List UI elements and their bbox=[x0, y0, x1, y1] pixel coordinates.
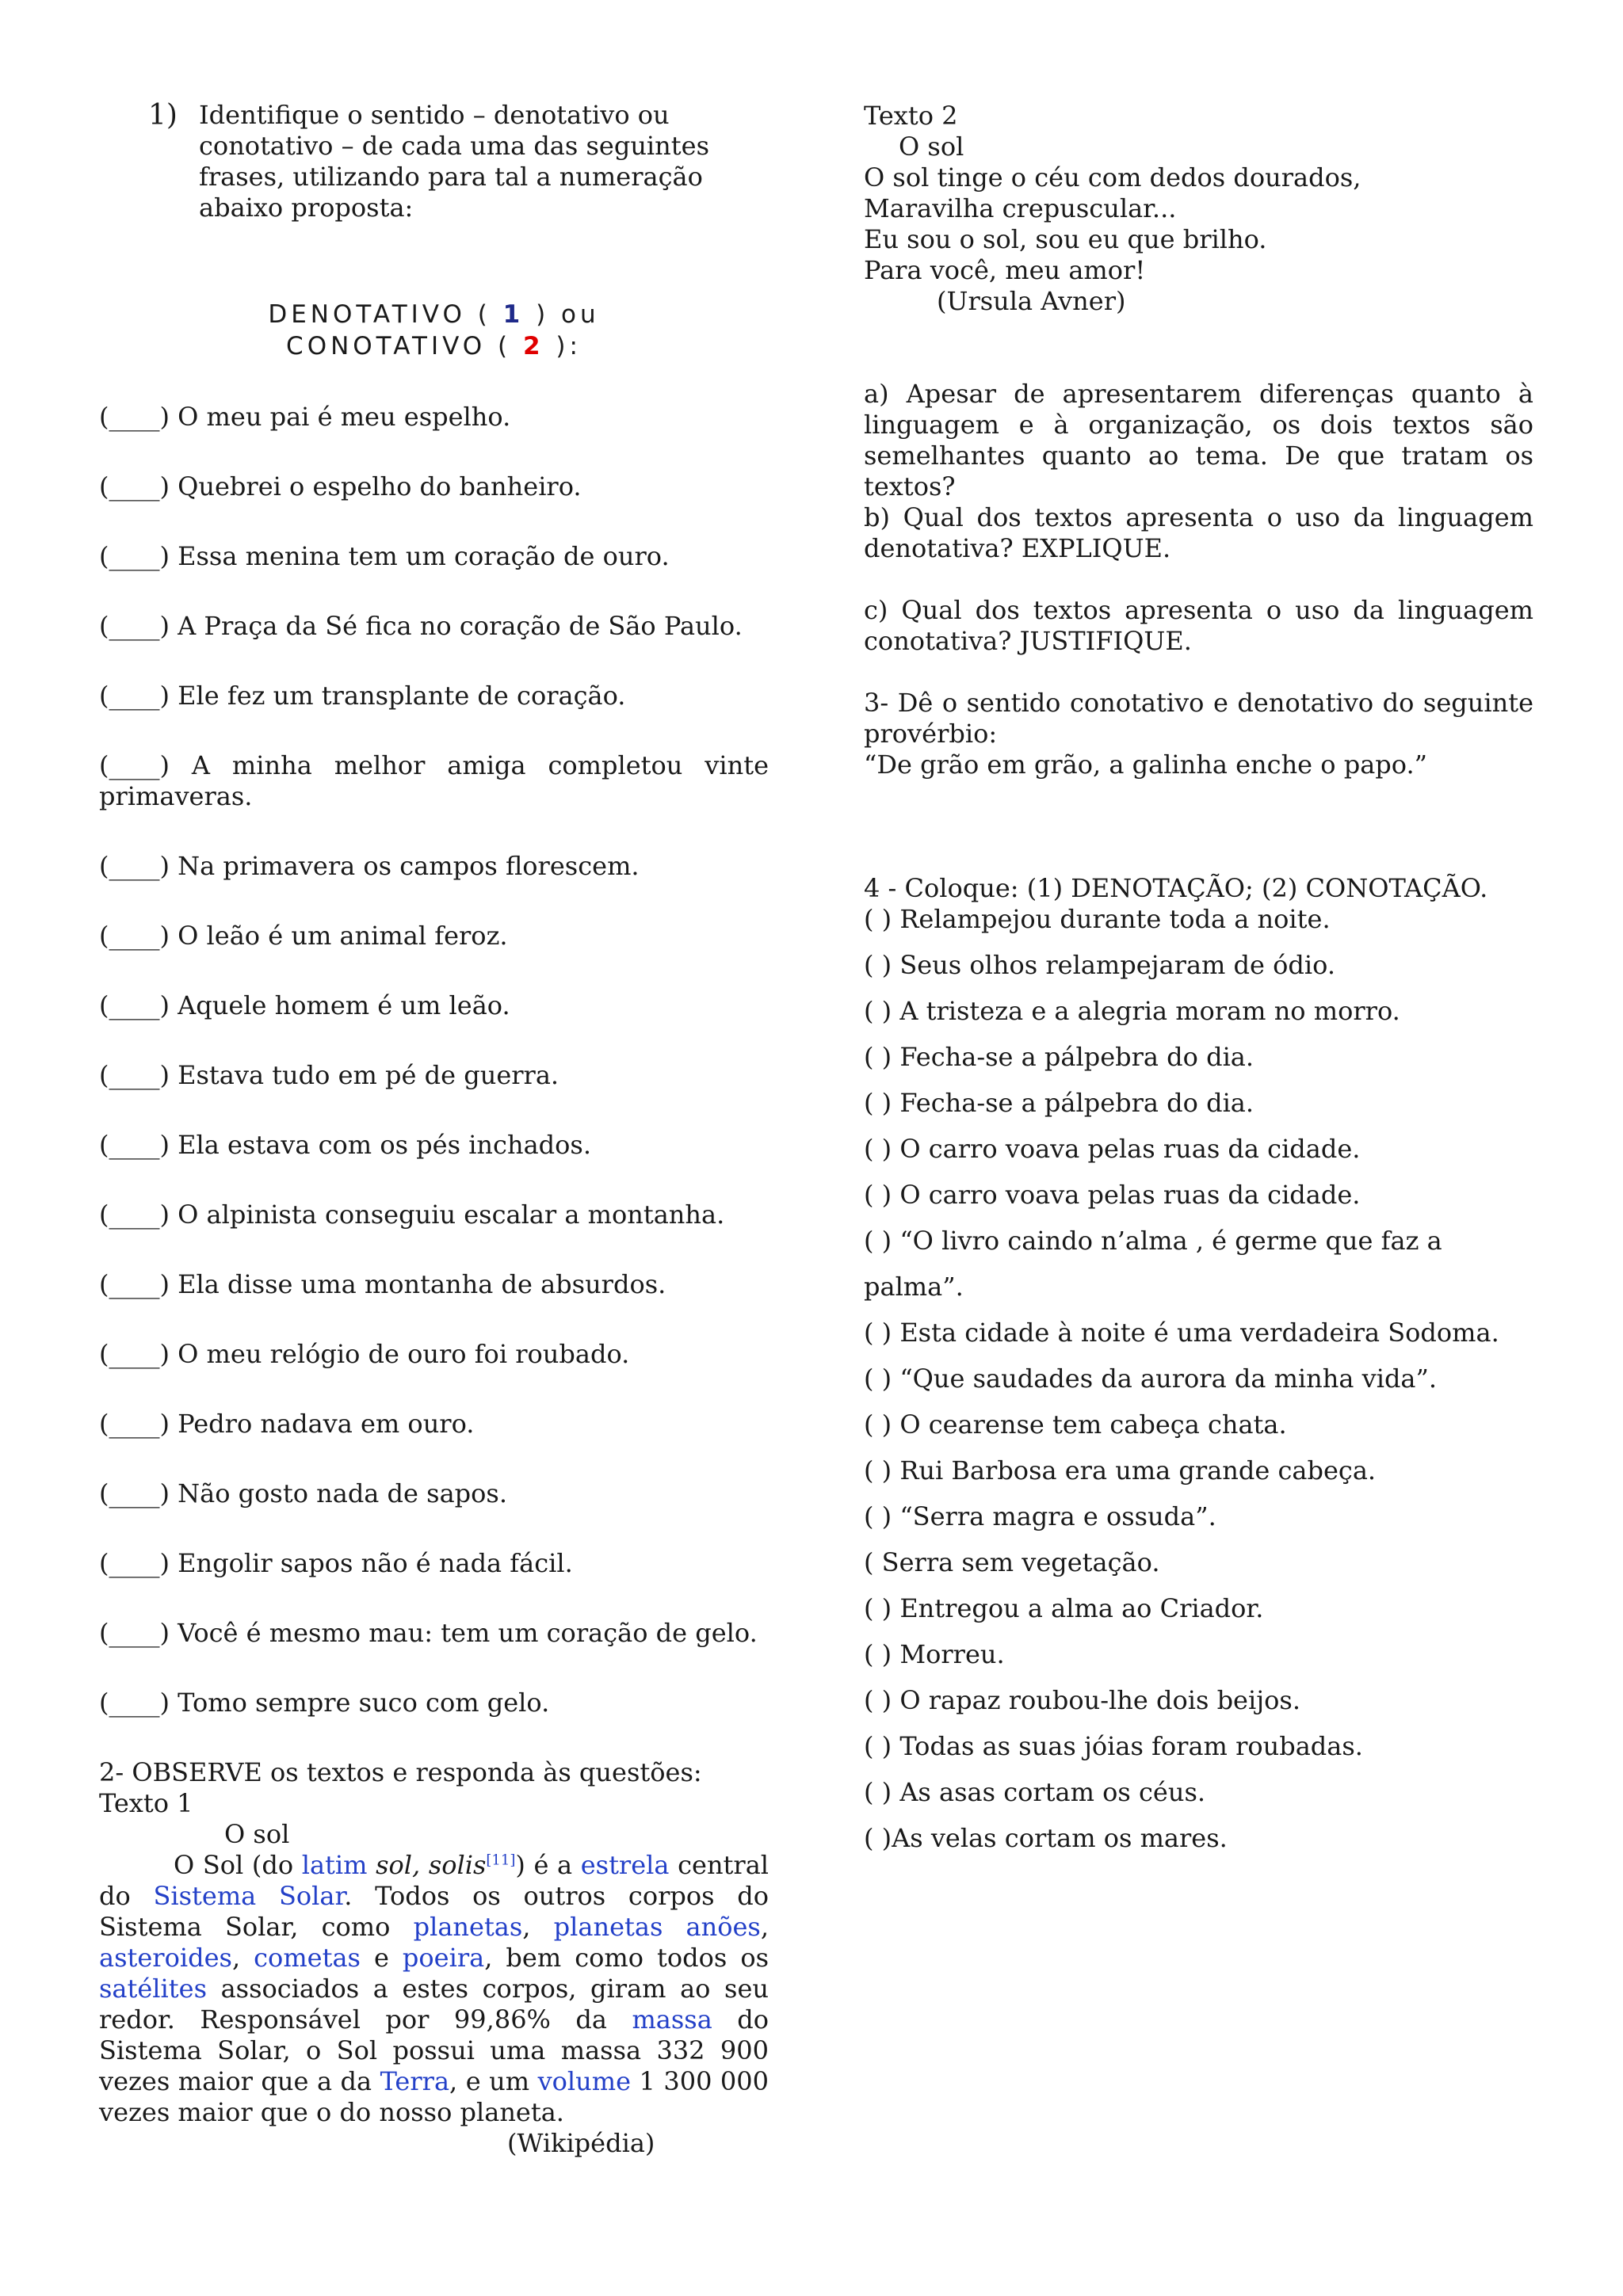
question-1-number: 1) bbox=[148, 99, 178, 132]
question-4-title: 4 - Coloque: (1) DENOTAÇÃO; (2) CONOTAÇÃO. bbox=[864, 873, 1488, 903]
question-3-title: 3- Dê o sentido conotativo e denotativo do seguinte provérbio: bbox=[864, 688, 1533, 749]
q1-item-15: (____) Pedro nadava em ouro. bbox=[99, 1409, 475, 1439]
q4-item-20: ( )As velas cortam os mares. bbox=[864, 1823, 1228, 1853]
link-planetas-anoes[interactable]: planetas anões bbox=[553, 1912, 761, 1942]
q1-item-5: (____) Ele fez um transplante de coração. bbox=[99, 681, 626, 711]
q1-item-6: (____) A minha melhor amiga completou vinte bbox=[99, 750, 769, 780]
q4-item-12: ( ) Rui Barbosa era uma grande cabeça. bbox=[864, 1455, 1377, 1486]
q4-item-10: ( ) “Que saudades da aurora da minha vida”. bbox=[864, 1363, 1438, 1394]
question-2a: a) Apesar de apresentarem diferenças quanto à linguagem e à organização, os dois textos são semelhantes quanto ao tema. De que tratam os textos? bbox=[864, 379, 1533, 502]
q4-item-15: ( ) Entregou a alma ao Criador. bbox=[864, 1593, 1264, 1623]
q1-item-17: (____) Engolir sapos não é nada fácil. bbox=[99, 1548, 573, 1578]
q1-item-1: (____) O meu pai é meu espelho. bbox=[99, 402, 511, 432]
q4-item-2: ( ) Seus olhos relampejaram de ódio. bbox=[864, 950, 1335, 980]
link-sistema-solar[interactable]: Sistema Solar bbox=[153, 1881, 345, 1911]
q1-item-4: (____) A Praça da Sé fica no coração de São Paulo. bbox=[99, 611, 743, 641]
q1-item-12: (____) O alpinista conseguiu escalar a montanha. bbox=[99, 1199, 725, 1230]
q1-item-16: (____) Não gosto nada de sapos. bbox=[99, 1478, 507, 1508]
q4-item-6: ( ) O carro voava pelas ruas da cidade. bbox=[864, 1134, 1361, 1164]
question-1-title bbox=[148, 100, 782, 223]
q4-item-9: ( ) Esta cidade à noite é uma verdadeira Sodoma. bbox=[864, 1318, 1499, 1348]
link-massa[interactable]: massa bbox=[632, 2004, 712, 2035]
question-1-text: Identifique o sentido – denotativo ou conotativo – de cada uma das seguintes frases, utilizando para tal a numeração abaixo proposta: bbox=[199, 100, 709, 223]
q1-item-2: (____) Quebrei o espelho do banheiro. bbox=[99, 471, 582, 502]
q4-item-8-continuation: palma”. bbox=[864, 1272, 964, 1302]
question-2-title: 2- OBSERVE os textos e responda às questões: bbox=[99, 1757, 702, 1787]
q1-item-14: (____) O meu relógio de ouro foi roubado. bbox=[99, 1339, 630, 1369]
link-planetas[interactable]: planetas bbox=[413, 1912, 523, 1942]
link-volume[interactable]: volume bbox=[537, 2066, 632, 2096]
link-latim[interactable]: latim bbox=[301, 1850, 368, 1880]
q4-item-14: ( Serra sem vegetação. bbox=[864, 1547, 1160, 1577]
q4-item-11: ( ) O cearense tem cabeça chata. bbox=[864, 1409, 1287, 1440]
texto-2-label: Texto 2 bbox=[864, 101, 958, 131]
texto-1-label: Texto 1 bbox=[99, 1788, 193, 1818]
q1-item-7: (____) Na primavera os campos florescem. bbox=[99, 851, 640, 881]
texto-2-line-2: Maravilha crepuscular... bbox=[864, 193, 1177, 223]
q1-item-13: (____) Ela disse uma montanha de absurdos. bbox=[99, 1269, 666, 1299]
q1-item-18: (____) Você é mesmo mau: tem um coração de gelo. bbox=[99, 1618, 758, 1648]
texto-2-heading: O sol bbox=[899, 132, 964, 162]
link-terra[interactable]: Terra bbox=[380, 2066, 450, 2096]
q1-item-11: (____) Ela estava com os pés inchados. bbox=[99, 1130, 591, 1160]
q4-item-18: ( ) Todas as suas jóias foram roubadas. bbox=[864, 1731, 1363, 1761]
q4-item-1: ( ) Relampejou durante toda a noite. bbox=[864, 904, 1331, 934]
link-estrela[interactable]: estrela bbox=[580, 1850, 670, 1880]
q1-item-6-continuation: primaveras. bbox=[99, 781, 253, 811]
q4-item-5: ( ) Fecha-se a pálpebra do dia. bbox=[864, 1088, 1254, 1118]
texto-1-body: O Sol (do latim sol, solis[11]) é a estrela central do Sistema Solar. Todos os outros corpos do Sistema Solar, como planetas, planetas anões, asteroides, cometas e poeira, bem como todos os satélites associados a estes corpos, giram ao seu redor. Responsável por 99,86% da massa do Sistema Solar, o Sol possui uma massa 332 900 vezes maior que a da Terra, e um volume 1 300 000 vezes maior que o do nosso planeta. bbox=[99, 1850, 769, 2127]
q4-item-13: ( ) “Serra magra e ossuda”. bbox=[864, 1501, 1216, 1531]
link-cometas[interactable]: cometas bbox=[254, 1943, 361, 1973]
legend-conotativo: CONOTATIVO ( 2 ): bbox=[286, 332, 582, 360]
q4-item-16: ( ) Morreu. bbox=[864, 1639, 1005, 1669]
q1-item-10: (____) Estava tudo em pé de guerra. bbox=[99, 1060, 559, 1090]
texto-2-author: (Ursula Avner) bbox=[937, 286, 1126, 316]
q1-item-19: (____) Tomo sempre suco com gelo. bbox=[99, 1688, 550, 1718]
link-satelites[interactable]: satélites bbox=[99, 1974, 207, 2004]
question-2c: c) Qual dos textos apresenta o uso da linguagem conotativa? JUSTIFIQUE. bbox=[864, 595, 1533, 656]
q4-item-8: ( ) “O livro caindo n’alma , é germe que faz a bbox=[864, 1226, 1442, 1256]
link-footnote-11[interactable]: [11] bbox=[486, 1852, 516, 1869]
q1-item-8: (____) O leão é um animal feroz. bbox=[99, 921, 508, 951]
texto-1-source: (Wikipédia) bbox=[507, 2128, 655, 2158]
texto-2-line-3: Eu sou o sol, sou eu que brilho. bbox=[864, 224, 1267, 254]
texto-1-heading: O sol bbox=[224, 1819, 290, 1849]
link-asteroides[interactable]: asteroides bbox=[99, 1943, 232, 1973]
texto-2-line-4: Para você, meu amor! bbox=[864, 255, 1146, 285]
legend-number-2: 2 bbox=[522, 332, 544, 360]
q4-item-17: ( ) O rapaz roubou-lhe dois beijos. bbox=[864, 1685, 1300, 1715]
q4-item-7: ( ) O carro voava pelas ruas da cidade. bbox=[864, 1180, 1361, 1210]
q4-item-3: ( ) A tristeza e a alegria moram no morro. bbox=[864, 996, 1400, 1026]
legend-denotativo: DENOTATIVO ( 1 ) ou bbox=[268, 300, 600, 329]
q4-item-4: ( ) Fecha-se a pálpebra do dia. bbox=[864, 1042, 1254, 1072]
question-3-proverb: “De grão em grão, a galinha enche o papo.” bbox=[864, 749, 1427, 780]
question-2b: b) Qual dos textos apresenta o uso da linguagem denotativa? EXPLIQUE. bbox=[864, 502, 1533, 563]
texto-2-line-1: O sol tinge o céu com dedos dourados, bbox=[864, 162, 1361, 193]
q1-item-9: (____) Aquele homem é um leão. bbox=[99, 990, 510, 1020]
legend-number-1: 1 bbox=[502, 300, 525, 329]
q1-item-3: (____) Essa menina tem um coração de ouro. bbox=[99, 541, 670, 571]
q4-item-19: ( ) As asas cortam os céus. bbox=[864, 1777, 1206, 1807]
link-poeira[interactable]: poeira bbox=[402, 1943, 485, 1973]
